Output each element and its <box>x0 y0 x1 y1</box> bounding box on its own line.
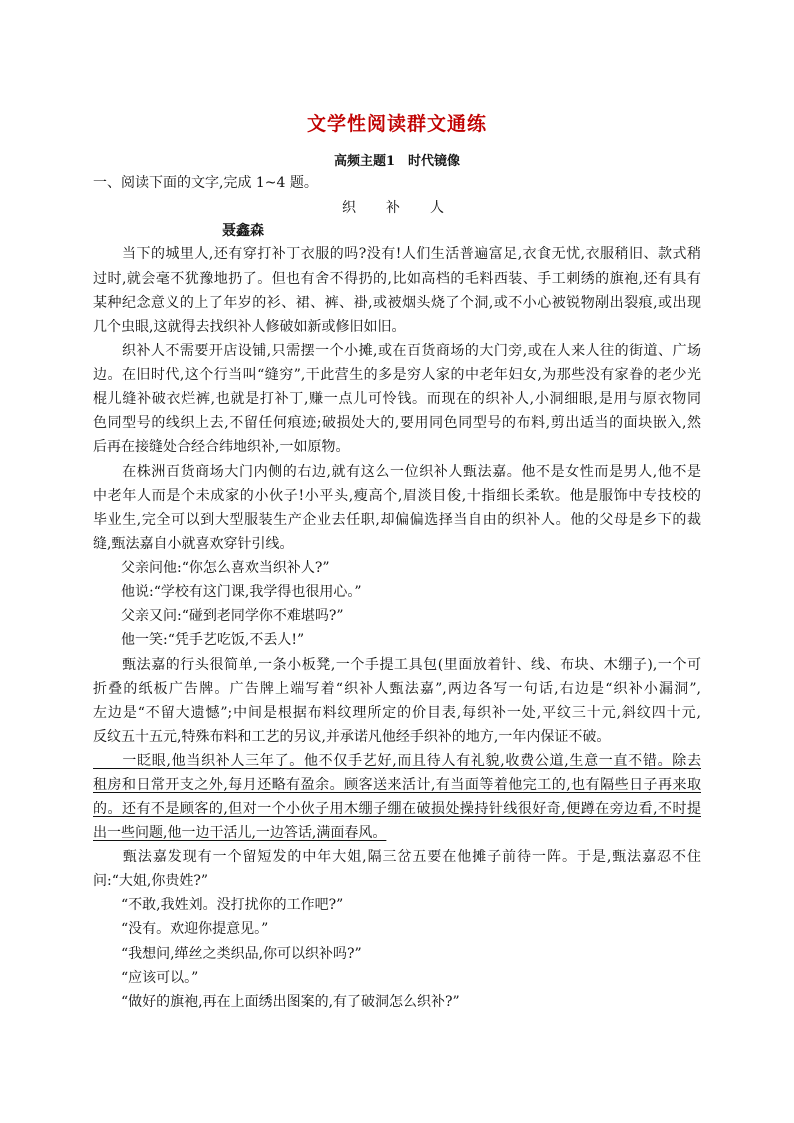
paragraph-line: 甄法嘉发现有一个留短发的中年大姐,隔三岔五要在他摊子前待一阵。于是,甄法嘉忍不住 <box>93 849 701 865</box>
paragraph-line: 过时,就会毫不犹豫地扔了。但也有舍不得扔的,比如高档的毛料西装、手工刺绣的旗袍,还有具有 <box>93 271 701 287</box>
dialogue-line: “做好的旗袍,再在上面绣出图案的,有了破洞怎么织补?” <box>93 994 460 1010</box>
paragraph-line: 某种纪念意义的上了年岁的衫、裙、裤、褂,或被烟头烧了个洞,或不小心被锐物剐出裂痕,或出现 <box>93 295 701 311</box>
dialogue-line: 他说:“学校有这门课,我学得也很用心。” <box>93 584 362 600</box>
dialogue-line: “应该可以。” <box>93 970 199 986</box>
paragraph-line: 毕业生,完全可以到大型服装生产企业去任职,却偏偏选择当自由的织补人。他的父母是乡下的裁 <box>93 512 701 528</box>
article-title: 织 补 人 <box>342 200 452 216</box>
paragraph-line: 甄法嘉的行头很简单,一条小板凳,一个手提工具包(里面放着针、线、布块、木绷子),一个可 <box>93 657 701 673</box>
paragraph-line: 反纹五十五元,特殊布料和工艺的另议,并承诺凡他经手织补的地方,一年内保证不破。 <box>93 729 611 745</box>
underlined-paragraph-line: 租房和日常开支之外,每月还略有盈余。顾客送来活计,有当面等着他完工的,也有隔些日子再来取 <box>93 777 701 793</box>
document-title: 文学性阅读群文通练 <box>306 113 487 135</box>
underlined-paragraph-line: 一眨眼,他当织补人三年了。他不仅手艺好,而且待人有礼貌,收费公道,生意一直不错。除去 <box>93 753 701 769</box>
underlined-paragraph-line: 出一些问题,他一边干活儿,一边答话,满面春风。 <box>93 825 387 841</box>
dialogue-line: 他一笑:“凭手艺吃饭,不丢人!” <box>93 632 305 648</box>
paragraph-line: 几个虫眼,这就得去找织补人修破如新或修旧如旧。 <box>93 319 406 335</box>
paragraph-line: 折叠的纸板广告牌。广告牌上端写着“织补人甄法嘉”,两边各写一句话,右边是“织补小漏洞”, <box>93 681 701 697</box>
paragraph-line: 棍儿缝补破衣烂裤,也就是打补丁,赚一点儿可怜钱。而现在的织补人,小洞细眼,是用与原衣物同 <box>93 391 701 407</box>
paragraph-line: 当下的城里人,还有穿打补丁衣服的吗?没有!人们生活普遍富足,衣食无忧,衣服稍旧、款式稍 <box>93 246 701 262</box>
paragraph-line: 问:“大姐,你贵姓?” <box>93 873 208 889</box>
dialogue-line: “我想问,缂丝之类织品,你可以织补吗?” <box>93 946 362 962</box>
dialogue-line: “不敢,我姓刘。没打扰你的工作吧?” <box>93 897 344 913</box>
section-subtitle: 高频主题1 时代镜像 <box>333 154 461 169</box>
paragraph-line: 左边是“不留大遗憾”;中间是根据布料纹理所定的价目表,每织补一处,平纹三十元,斜纹四十元, <box>93 705 701 721</box>
paragraph-line: 在株洲百货商场大门内侧的右边,就有这么一位织补人甄法嘉。他不是女性而是男人,他不是 <box>93 464 701 480</box>
dialogue-line: 父亲又问:“碰到老同学你不难堪吗?” <box>93 608 344 624</box>
paragraph-line: 边。在旧时代,这个行当叫“缝穷”,干此营生的多是穷人家的中老年妇女,为那些没有家眷的老少光 <box>93 367 701 383</box>
paragraph-line: 后再在接缝处合经合纬地织补,一如原物。 <box>93 439 350 455</box>
dialogue-line: “没有。欢迎你提意见。” <box>93 921 269 937</box>
paragraph-line: 中老年人而是个未成家的小伙子!小平头,瘦高个,眉淡目俊,十指细长柔软。他是服饰中专技校的 <box>93 488 701 504</box>
dialogue-line: 父亲问他:“你怎么喜欢当织补人?” <box>93 560 330 576</box>
paragraph-line: 缝,甄法嘉自小就喜欢穿针引线。 <box>93 536 294 552</box>
question-instruction: 一、阅读下面的文字,完成 1~4 题。 <box>93 175 318 191</box>
article-author: 聂鑫森 <box>222 223 264 239</box>
paragraph-line: 织补人不需要开店设铺,只需摆一个小摊,或在百货商场的大门旁,或在人来人往的街道、广场 <box>93 343 701 359</box>
underlined-paragraph-line: 的。还有不是顾客的,但对一个小伙子用木绷子绷在破损处操持针线很好奇,便蹲在旁边看,不时提 <box>93 801 701 817</box>
paragraph-line: 色同型号的线织上去,不留任何痕迹;破损处大的,要用同色同型号的布料,剪出适当的面块嵌入,然 <box>93 415 701 431</box>
